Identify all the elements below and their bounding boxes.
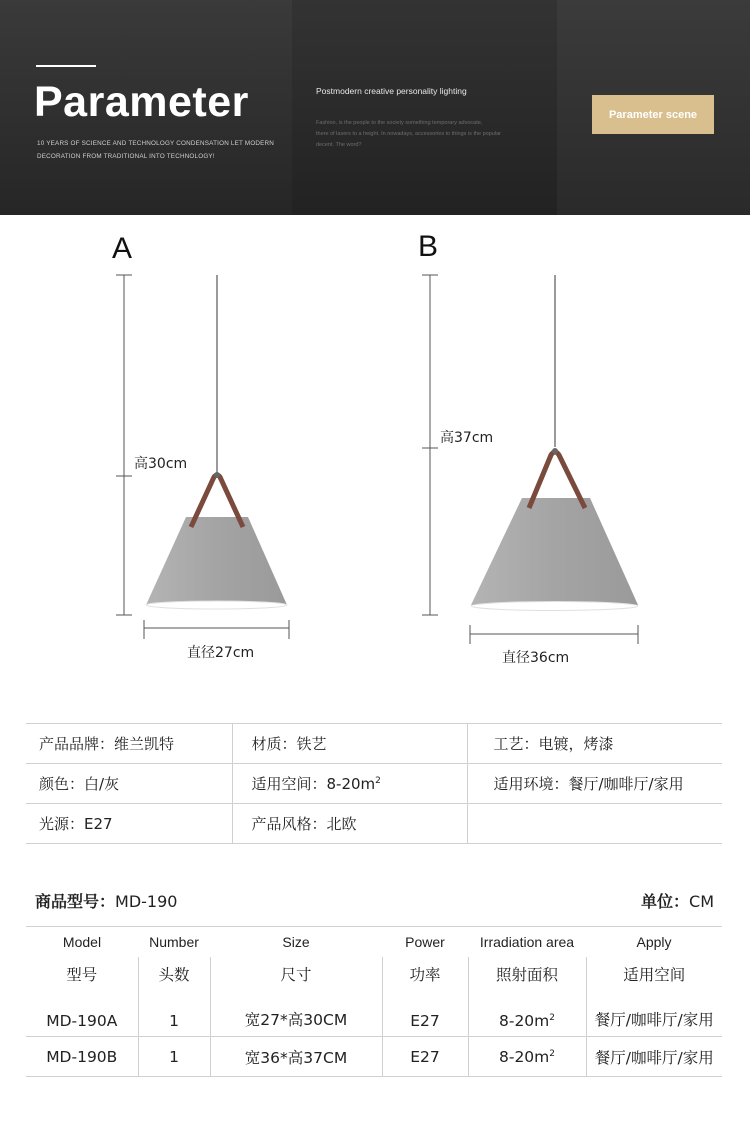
model-table-header-en	[26, 927, 722, 957]
spec-row	[26, 724, 722, 764]
model-label: 商品型号：	[35, 892, 116, 911]
page-title: Parameter	[34, 78, 249, 126]
cell-area-text: 8-20m	[498, 1012, 550, 1030]
lamp-a	[146, 275, 287, 609]
header-model: Model	[26, 927, 138, 957]
cell-power: E27	[382, 1037, 468, 1077]
spec-space-sup: 2	[375, 776, 381, 786]
lamp-b-height-dimension	[422, 275, 438, 615]
header-size-cn: 尺寸	[210, 957, 382, 991]
lamp-a-width-dimension	[144, 620, 289, 639]
unit-value: CM	[689, 892, 714, 911]
header-model-cn: 型号	[66, 965, 98, 984]
cell-number: 1	[138, 1037, 210, 1077]
unit-label: 单位：	[641, 892, 690, 911]
header-number-cn: 头数	[138, 957, 210, 991]
header-description-line: Fashion, is the people to the society something temporary advocate,	[316, 120, 483, 126]
header-apply-cn: 适用空间	[586, 957, 722, 991]
lamp-b-width-dimension	[470, 625, 638, 644]
cell-area-sup: 2	[549, 1048, 555, 1059]
spec-brand: 产品品牌：维兰凯特	[26, 724, 232, 764]
header-subtitle-line: 10 YEARS OF SCIENCE AND TECHNOLOGY CONDENSATION LET MODERN	[37, 140, 275, 147]
spec-color: 颜色：白/灰	[26, 764, 232, 804]
model-heading	[35, 889, 177, 912]
cell-model: MD-190A	[26, 991, 138, 1037]
unit-heading	[641, 889, 714, 912]
cell-number: 1	[138, 991, 210, 1037]
header-power: Power	[382, 927, 468, 957]
cell-area-sup: 2	[549, 1012, 555, 1023]
parameter-scene-button[interactable]: Parameter scene	[592, 95, 714, 134]
cell-model: MD-190B	[26, 1037, 138, 1077]
table-row	[26, 1037, 722, 1077]
lamp-b-label: B	[418, 230, 439, 263]
lamp-illustrations	[0, 215, 750, 715]
lamp-a-height-label: 高30cm	[134, 456, 188, 472]
lamp-a-height-dimension	[116, 275, 132, 615]
header-number: Number	[138, 927, 210, 957]
header-area-cn: 照射面积	[468, 957, 586, 991]
table-row	[26, 991, 722, 1037]
cell-size: 宽27*高30CM	[210, 991, 382, 1037]
spec-light-source: 光源：E27	[26, 804, 232, 844]
spec-table	[26, 723, 722, 844]
lamp-a-label: A	[112, 232, 133, 265]
header-area: Irradiation area	[468, 927, 586, 957]
model-table-header-cn	[26, 957, 722, 991]
lamp-a-diameter-label: 直径27cm	[187, 645, 255, 661]
spec-process: 工艺：电镀，烤漆	[467, 724, 722, 764]
cell-area	[468, 1037, 586, 1077]
cell-size: 宽36*高37CM	[210, 1037, 382, 1077]
spec-material: 材质：铁艺	[232, 724, 467, 764]
header-subtitle-line: DECORATION FROM TRADITIONAL INTO TECHNOLOGY!	[37, 153, 215, 160]
model-table	[26, 926, 722, 1077]
lamp-drawing	[0, 215, 750, 715]
header-middle-panel	[292, 0, 557, 215]
cell-apply: 餐厅/咖啡厅/家用	[586, 991, 722, 1037]
lamp-b-height-label: 高37cm	[440, 430, 494, 446]
header-tagline: Postmodern creative personality lighting	[316, 86, 467, 96]
cell-area	[468, 991, 586, 1037]
cell-power: E27	[382, 991, 468, 1037]
header-banner	[0, 0, 750, 215]
header-rule	[36, 65, 96, 67]
spec-row	[26, 804, 722, 844]
spec-row	[26, 764, 722, 804]
spec-style: 产品风格：北欧	[232, 804, 467, 844]
header-description	[316, 118, 536, 151]
header-power-cn: 功率	[382, 957, 468, 991]
lamp-b	[471, 275, 638, 611]
spec-empty-cell	[467, 804, 722, 844]
spec-space	[232, 764, 467, 804]
header-subtitle	[37, 137, 277, 163]
header-description-line: there of lasers to a height. In nowadays, accessories to things is the popular	[316, 131, 501, 137]
spec-space-text: 适用空间：8-20m	[251, 775, 376, 793]
model-value: MD-190	[115, 892, 178, 911]
cell-area-text: 8-20m	[498, 1047, 550, 1066]
header-description-line: decent. The word?	[316, 142, 362, 148]
lamp-b-diameter-label: 直径36cm	[502, 650, 570, 666]
header-size: Size	[210, 927, 382, 957]
header-apply: Apply	[586, 927, 722, 957]
cell-apply: 餐厅/咖啡厅/家用	[586, 1037, 722, 1077]
spec-environment: 适用环境：餐厅/咖啡厅/家用	[467, 764, 722, 804]
